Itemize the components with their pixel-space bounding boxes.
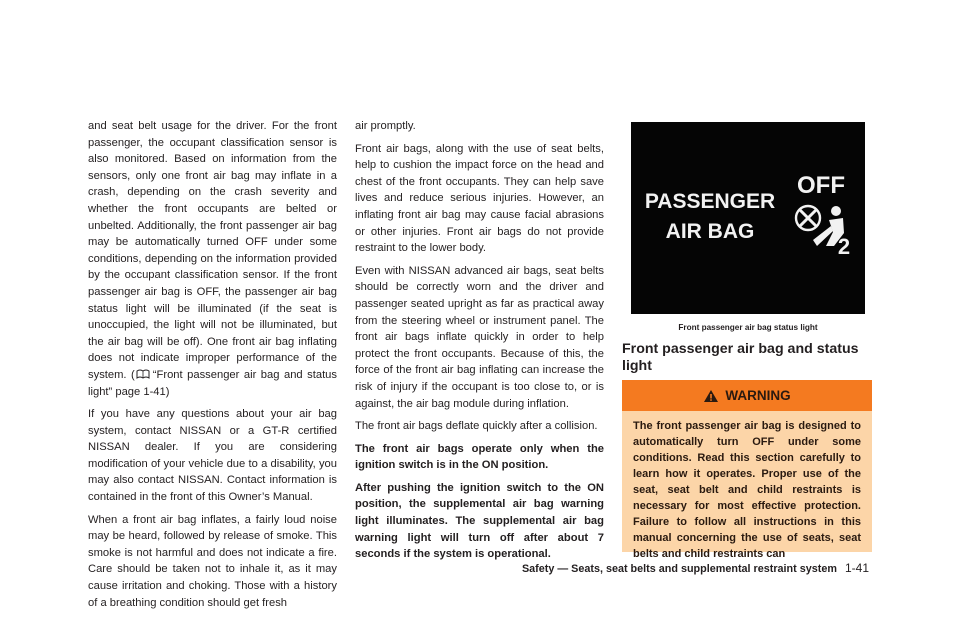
off-label: OFF [797, 172, 845, 199]
paragraph: air promptly. [355, 120, 416, 132]
airbag-off-symbol-icon [796, 206, 844, 246]
left-column [88, 118, 337, 617]
bold-paragraph: The front air bags operate only when the ignition switch is in the ON position. [355, 442, 604, 472]
warning-title: WARNING [725, 388, 791, 403]
air-bag-label: AIR BAG [665, 220, 755, 243]
seat-number: 2 [837, 234, 851, 259]
page-number: 1-41 [844, 561, 869, 575]
middle-column [355, 118, 604, 569]
footer-section-title: Safety — Seats, seat belts and supplemental restraint system [521, 563, 837, 575]
figure-caption: Front passenger air bag status light [678, 323, 818, 332]
warning-box [622, 380, 872, 560]
paragraph: Front air bags, along with the use of seat belts, help to cushion the impact force on the head and chest of the front occupants. They can help save lives and reduce serious injuries. However, an inflating front air bag may cause facial abrasions or other injuries. Front air bags do not provide restraint to the lower body. [355, 142, 604, 255]
paragraph: Even with NISSAN advanced air bags, seat belts should be correctly worn and the driver and passenger seated upright as far as practical away from the steering wheel or instrument panel. The front air bags inflate quickly in order to help protect the front occupants. Because of this, the force of the front air bag inflating can increase the risk of injury if the occupant is too close to, or is against, the air bag module during inflation. [355, 264, 604, 410]
paragraph: When a front air bag inflates, a fairly loud noise may be heard, followed by release of smoke. This smoke is not harmful and does not indicate a fire. Care should be taken not to inhale it, as it may cause irritation and choking. Those with a history of a breathing condition should get fresh [88, 513, 337, 609]
status-light-illustration [631, 122, 865, 314]
paragraph: If you have any questions about your air bag system, contact NISSAN or a GT-R certified NISSAN dealer. If you are considering modification of your vehicle due to a disability, you may also contact NISSAN. Contact information is contained in the front of this Owner’s Manual. [88, 408, 337, 504]
paragraph: The front air bags deflate quickly after a collision. [355, 420, 598, 433]
page-footer [491, 561, 869, 575]
bold-paragraph: After pushing the ignition switch to the ON position, the supplemental air bag warning light illuminates. The supplemental air bag warning light will turn off after about 7 seconds if the system is operational. [355, 481, 604, 561]
warning-header [622, 380, 872, 411]
section-heading: Front passenger air bag and status light [622, 341, 859, 374]
warning-triangle-icon [703, 389, 719, 403]
status-light-figure [631, 122, 865, 314]
book-reference-icon [136, 369, 150, 379]
cross-reference: “Front passenger air bag and status light” page 1-41) [88, 368, 337, 398]
passenger-label: PASSENGER [644, 190, 776, 213]
paragraph: and seat belt usage for the driver. For the front passenger, the occupant classification sensor is also monitored. Based on information from the sensors, only one front air bag may inflate in a crash, depending on the crash severity and whether the front occupants are belted or unbelted. Additionally, the front passenger air bag may be automatically turned OFF under some conditions, depending on the information provided by the occupant classification sensor. If the front passenger air bag is OFF, the passenger air bag status light will be illuminated (if the seat is unoccupied, the light will not be illuminated, but the air bag will be off). One front air bag inflating does not indicate improper performance of the system. ( “Front passenger air bag and status light” page 1-41) [88, 120, 337, 398]
warning-text: The front passenger air bag is designed to automatically turn OFF under some conditions. Read this section carefully to learn how it operates. Proper use of the seat, seat belt and child restraints is necessary for most effective protection. Failure to follow all instructions in this manual concerning the use of seats, seat belts and child restraints can [622, 411, 872, 552]
